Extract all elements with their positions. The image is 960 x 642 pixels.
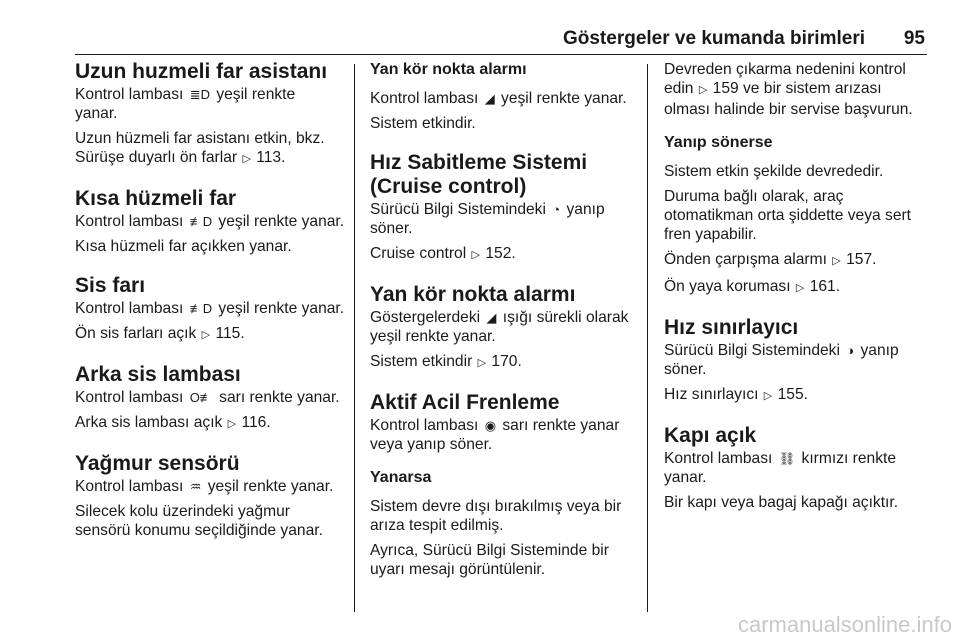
fog-light-icon: ≢D	[189, 301, 213, 316]
paragraph	[664, 341, 932, 379]
text: Duruma bağlı olarak, araç	[664, 188, 844, 205]
text: yanar.	[75, 105, 118, 122]
text: Kontrol lambası	[75, 478, 184, 495]
text: (Cruise control)	[370, 175, 527, 198]
page-reference[interactable]: 170.	[491, 353, 522, 370]
text: veya yanıp söner.	[370, 436, 493, 453]
heading-side-blind-spot: Yan kör nokta alarmı	[370, 61, 527, 78]
text: ışığı sürekli olarak	[502, 309, 629, 326]
page-reference[interactable]: 113.	[256, 149, 286, 166]
text: Silecek kolu üzerindeki yağmur	[75, 503, 290, 520]
text: Hız sınırlayıcı	[664, 386, 759, 403]
paragraph	[664, 250, 932, 271]
paragraph	[75, 413, 345, 434]
text: Arka sis lambası açık	[75, 414, 223, 431]
page-header	[75, 28, 927, 55]
paragraph	[75, 299, 345, 318]
paragraph	[370, 200, 638, 238]
text: yanıp	[566, 201, 605, 218]
text: Ayrıca, Sürücü Bilgi Sisteminde bir	[370, 542, 609, 559]
heading-low-beam: Kısa hüzmeli far	[75, 187, 237, 210]
paragraph	[75, 324, 345, 345]
heading-speed-limiter: Hız sınırlayıcı	[664, 316, 799, 339]
text: Kontrol lambası	[75, 213, 184, 230]
text: Sürücü Bilgi Sistemindeki	[664, 342, 840, 359]
paragraph: Sistem etkindir.	[370, 115, 476, 132]
text: Göstergelerdeki	[370, 309, 481, 326]
text: yeşil renkte yanar.	[218, 300, 345, 317]
text: sarı renkte yanar	[502, 417, 620, 434]
page-reference-arrow-icon: ▷	[471, 249, 481, 261]
text: yanar.	[664, 469, 707, 486]
paragraph	[370, 308, 638, 346]
text: Sistem etkindir	[370, 353, 473, 370]
paragraph	[370, 89, 638, 108]
paragraph	[370, 244, 638, 265]
heading-cruise-control	[370, 151, 638, 199]
text: otomatikman orta şiddette veya sert	[664, 207, 912, 224]
text: Sistem devre dışı bırakılmış veya bir	[370, 498, 622, 515]
paragraph	[664, 60, 932, 119]
text: Uzun hüzmeli far asistanı etkin, bkz.	[75, 130, 325, 147]
subheading-if-flashing: Yanıp sönerse	[664, 134, 773, 151]
text: yanıp	[860, 342, 899, 359]
text: kırmızı renkte	[801, 450, 896, 467]
page-reference[interactable]: 116.	[241, 414, 271, 431]
rain-sensor-icon: ♒	[189, 479, 202, 494]
watermark: carmanualsonline.info	[737, 612, 952, 637]
text: uyarı mesajı görüntülenir.	[370, 561, 546, 578]
page-reference[interactable]: 159 ve bir sistem arızası	[712, 80, 882, 97]
heading-high-beam-assist: Uzun huzmeli far asistanı	[75, 60, 328, 83]
text: edin	[664, 80, 694, 97]
paragraph	[75, 212, 345, 231]
page-reference-arrow-icon: ▷	[763, 390, 773, 402]
page-reference-arrow-icon: ▷	[477, 357, 487, 369]
page-reference-arrow-icon: ▷	[698, 84, 708, 96]
paragraph	[664, 277, 932, 298]
heading-side-blind-spot-2: Yan kör nokta alarmı	[370, 283, 576, 306]
text: yeşil renkte yanar.	[207, 478, 334, 495]
page-reference-arrow-icon: ▷	[227, 418, 237, 430]
heading-rain-sensor: Yağmur sensörü	[75, 452, 240, 475]
paragraph	[370, 541, 638, 579]
paragraph: Kısa hüzmeli far açıkken yanar.	[75, 238, 292, 255]
text: yeşil renkte yanar.	[501, 90, 627, 107]
text: Hız Sabitleme Sistemi	[370, 151, 588, 174]
paragraph	[75, 85, 345, 123]
text: Kontrol lambası	[370, 90, 479, 107]
paragraph	[75, 129, 345, 169]
column-divider	[647, 64, 648, 612]
column-left	[75, 60, 345, 546]
paragraph	[75, 502, 345, 540]
column-divider	[354, 64, 355, 612]
text: fren yapabilir.	[664, 226, 757, 243]
text: söner.	[370, 220, 413, 237]
paragraph	[664, 187, 932, 244]
paragraph	[370, 416, 638, 454]
text: yeşil renkte yanar.	[218, 213, 345, 230]
text: Sürücü Bilgi Sistemindeki	[370, 201, 546, 218]
heading-rear-fog: Arka sis lambası	[75, 363, 241, 386]
page-reference[interactable]: 155.	[777, 386, 808, 403]
text: Kontrol lambası	[75, 389, 184, 406]
paragraph	[75, 388, 345, 407]
page-reference[interactable]: 115.	[215, 325, 245, 342]
page-title: Göstergeler ve kumanda birimleri	[562, 28, 865, 49]
text: Önden çarpışma alarmı	[664, 251, 827, 268]
page-reference-arrow-icon: ▷	[201, 329, 211, 341]
text: söner.	[664, 361, 707, 378]
page-reference[interactable]: 157.	[846, 251, 877, 268]
page-number: 95	[903, 28, 925, 49]
page-reference[interactable]: 161.	[809, 278, 841, 295]
heading-fog-light: Sis farı	[75, 274, 146, 297]
text: Ön yaya koruması	[664, 278, 791, 295]
side-blind-spot-icon: ◢	[484, 91, 495, 106]
door-open-icon: ⛓	[778, 451, 796, 466]
column-middle	[370, 60, 638, 585]
text: Kontrol lambası	[664, 450, 773, 467]
text: Ön sis farları açık	[75, 325, 197, 342]
speed-limiter-icon: ◑	[846, 343, 855, 358]
text: Kontrol lambası	[75, 300, 184, 317]
text: Sürüşe duyarlı ön farlar	[75, 149, 238, 166]
heading-active-emergency-braking: Aktif Acil Frenleme	[370, 391, 560, 414]
paragraph	[75, 477, 345, 496]
page-reference[interactable]: 152.	[485, 245, 516, 262]
heading-door-open: Kapı açık	[664, 424, 757, 447]
text: arıza tespit edilmiş.	[370, 517, 504, 534]
text: yeşil renkte yanar.	[370, 328, 496, 345]
paragraph	[370, 352, 638, 373]
column-right	[664, 60, 932, 518]
text: Kontrol lambası	[370, 417, 479, 434]
subheading-if-lit: Yanarsa	[370, 469, 432, 486]
text: Cruise control	[370, 245, 467, 262]
text: olması halinde bir servise başvurun.	[664, 101, 913, 118]
high-beam-assist-icon: ≣D	[189, 87, 210, 102]
text: yeşil renkte	[216, 86, 296, 103]
page-reference-arrow-icon: ▷	[242, 153, 251, 165]
page-reference-arrow-icon: ▷	[832, 255, 841, 267]
paragraph	[370, 497, 638, 535]
side-blind-spot-icon: ◢	[486, 310, 497, 325]
text: sensörü konumu seçildiğinde yanar.	[75, 522, 323, 539]
text: Kontrol lambası	[75, 86, 184, 103]
paragraph: Bir kapı veya bagaj kapağı açıktır.	[664, 494, 899, 511]
active-emergency-braking-icon: ◉	[484, 418, 497, 433]
rear-fog-icon: O≢	[189, 390, 213, 405]
low-beam-icon: ≢D	[189, 214, 213, 229]
page-reference-arrow-icon: ▷	[795, 282, 805, 294]
cruise-control-icon: ◔	[552, 202, 561, 217]
paragraph	[664, 449, 932, 487]
text: sarı renkte yanar.	[219, 389, 340, 406]
text: Devreden çıkarma nedenini kontrol	[664, 61, 906, 78]
paragraph	[664, 385, 932, 406]
paragraph: Sistem etkin şekilde devrededir.	[664, 163, 884, 180]
